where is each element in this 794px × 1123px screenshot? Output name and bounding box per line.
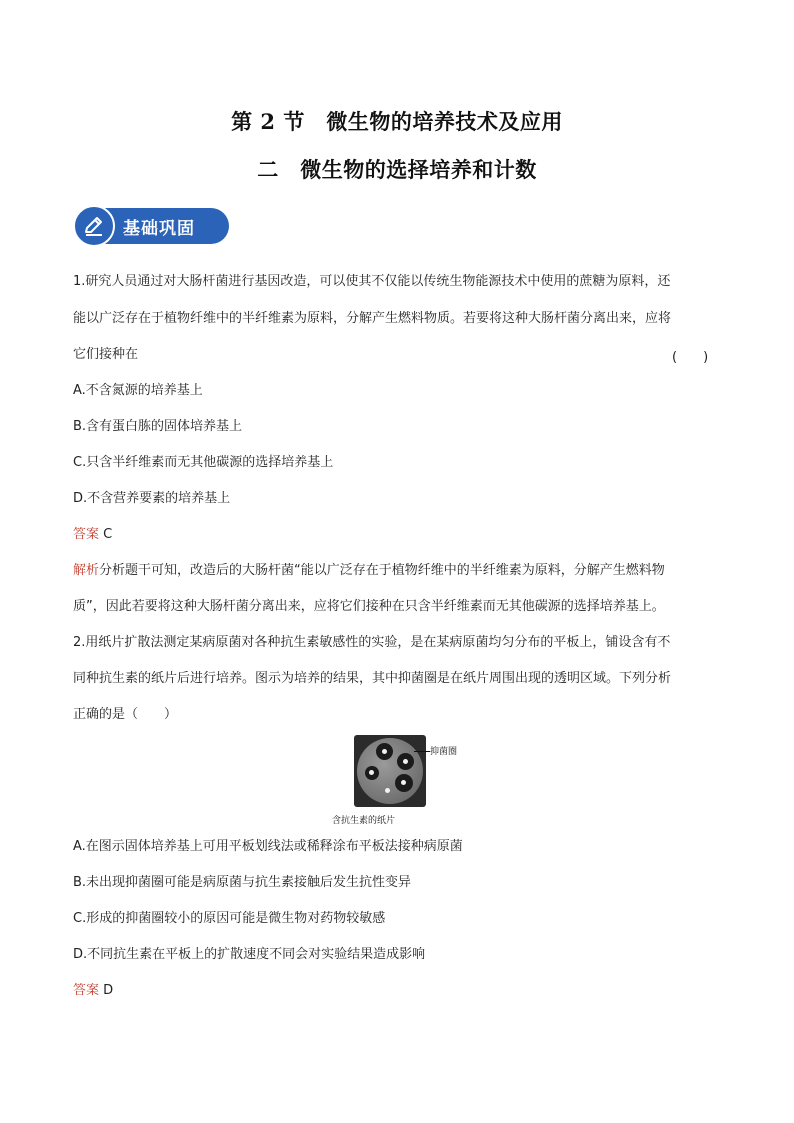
petri-dish-photo: [354, 735, 426, 807]
figure-label-disc: 含抗生素的纸片: [332, 816, 396, 826]
q1-answer: [73, 526, 112, 544]
q1-answer-label: 答案: [73, 527, 100, 542]
q2-answer-value: D: [99, 983, 114, 998]
q2-option-d: D.不同抗生素在平板上的扩散速度不同会对实验结果造成影响: [73, 947, 426, 962]
antibiotic-disc: [382, 749, 387, 754]
q1-analysis-line-1: [73, 562, 665, 580]
antibiotic-disc: [369, 770, 374, 775]
section-badge-label: 基础巩固: [123, 219, 195, 239]
q1-analysis-label: 解析: [73, 563, 100, 578]
zone-pointer-line: [414, 751, 430, 752]
q2-stem-line-2: 同种抗生素的纸片后进行培养。图示为培养的结果，其中抑菌圈是在纸片周围出现的透明区域。下列分析: [73, 671, 672, 686]
q1-answer-paren: ( ): [672, 350, 709, 365]
section-badge: [73, 205, 231, 247]
antibiotic-disc: [385, 788, 390, 793]
q2-option-c: C.形成的抑菌圈较小的原因可能是微生物对药物较敏感: [73, 911, 386, 926]
q1-option-a: A.不含氮源的培养基上: [73, 383, 203, 398]
q2-answer-label: 答案: [73, 983, 100, 998]
q1-stem-line-1: 1.研究人员通过对大肠杆菌进行基因改造，可以使其不仅能以传统生物能源技术中使用的蔗糖为原料，还: [73, 274, 671, 289]
q1-stem-line-2: 能以广泛存在于植物纤维中的半纤维素为原料，分解产生燃料物质。若要将这种大肠杆菌分离出来，应将: [73, 311, 672, 326]
q2-option-b: B.未出现抑菌圈可能是病原菌与抗生素接触后发生抗性变异: [73, 875, 412, 890]
q1-option-d: D.不含营养要素的培养基上: [73, 491, 231, 506]
q2-stem-line-1: 2.用纸片扩散法测定某病原菌对各种抗生素敏感性的实验，是在某病原菌均匀分布的平板上，铺设含有不: [73, 635, 671, 650]
agar-plate: [357, 738, 423, 804]
page-subtitle: 二 微生物的选择培养和计数: [257, 157, 537, 182]
q1-analysis-line-2: 质”，因此若要将这种大肠杆菌分离出来，应将它们接种在只含半纤维素而无其他碳源的选择培养基上。: [73, 599, 665, 614]
pencil-icon: [73, 205, 115, 247]
q1-stem-line-3: 它们接种在: [73, 347, 139, 362]
q1-option-c: C.只含半纤维素而无其他碳源的选择培养基上: [73, 455, 334, 470]
antibiotic-disc: [403, 759, 408, 764]
figure-label-zone: 抑菌圈: [430, 747, 458, 757]
antibiotic-disc: [401, 780, 406, 785]
q1-analysis-text-1: 分析题干可知，改造后的大肠杆菌“能以广泛存在于植物纤维中的半纤维素为原料，分解产生燃料物: [99, 563, 665, 578]
petri-dish-figure: [330, 733, 470, 825]
q2-stem-line-3: 正确的是（ ）: [73, 707, 178, 722]
page-title: 第 2 节 微生物的培养技术及应用: [231, 109, 563, 134]
q2-answer: [73, 982, 113, 1000]
q1-option-b: B.含有蛋白胨的固体培养基上: [73, 419, 243, 434]
q2-option-a: A.在图示固体培养基上可用平板划线法或稀释涂布平板法接种病原菌: [73, 839, 463, 854]
q1-answer-value: C: [99, 527, 113, 542]
